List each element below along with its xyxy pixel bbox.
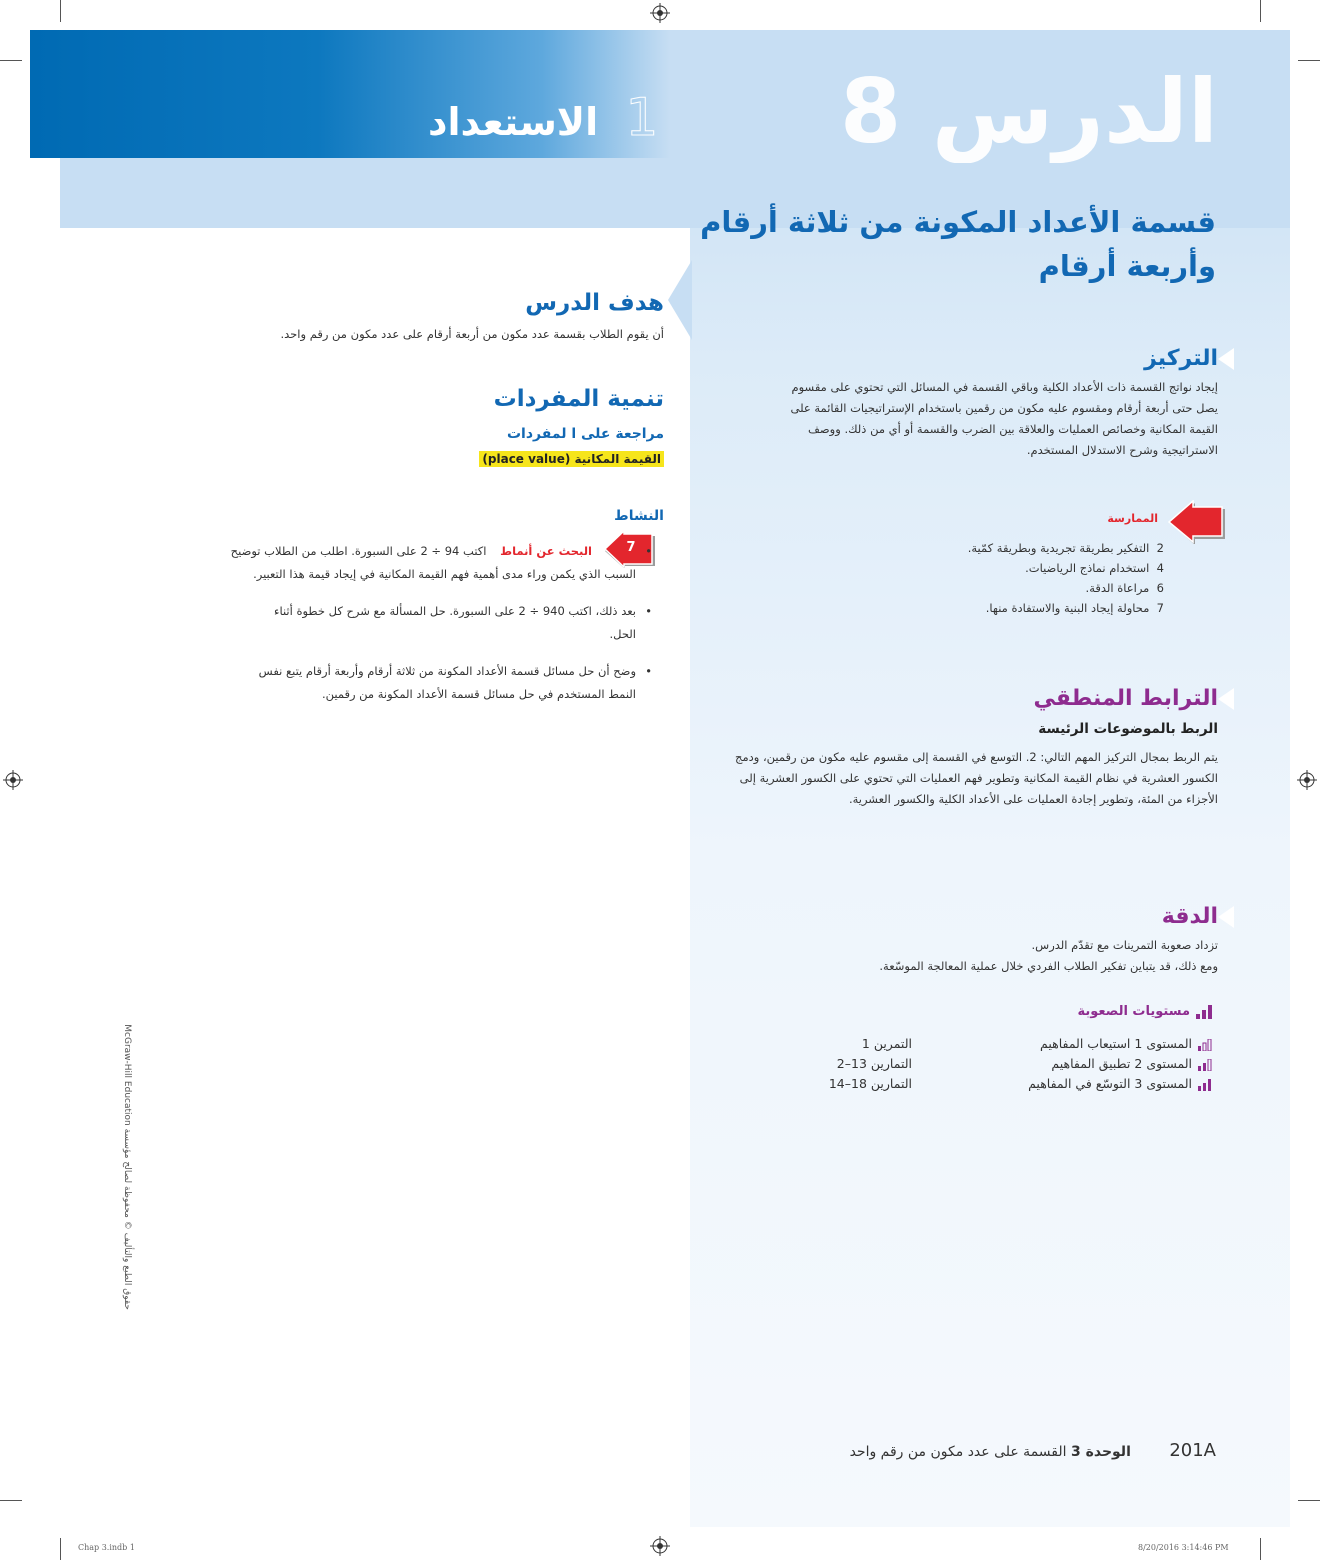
practice-text: التفكير بطريقة تجريدية وبطريقة كمّية. [967,541,1150,555]
level-row [1051,1056,1214,1071]
page-number: 201A [1169,1440,1216,1461]
prep-title [428,88,658,148]
lesson-title: الدرس 8 [840,60,1218,163]
coherence-subheading: الربط بالموضوعات الرئيسة [1038,721,1218,737]
crop-mark [1298,1500,1320,1501]
coherence-heading-text: الترابط المنطقي [1033,686,1218,711]
lesson-subtitle [696,200,1216,288]
levels-heading-text: مستويات الصعوبة [1077,1004,1190,1019]
focus-line: يصل حتى أربعة أرقام ومقسوم عليه مكون من رقمين باستخدام الإستراتيجيات القائمة على [790,401,1218,415]
activity-bullet-3 [182,660,652,706]
practice-item [764,598,1164,618]
registration-mark-icon [650,3,670,23]
triangle-marker-icon [1218,906,1234,928]
bullet-1-line-2: السبب الذي يكمن وراء مدى أهمية فهم القيمة المكانية في إيجاد قيمة هذا التعبير. [253,567,636,581]
level-exercises: التمارين 18–14 [828,1076,912,1091]
level-1-icon [1198,1039,1214,1051]
coherence-heading [702,686,1242,711]
lesson-goal-heading: هدف الدرس [525,290,664,316]
level-exercises: التمرين 1 [861,1036,912,1051]
practice-item [764,538,1164,558]
red-arrow-icon [1168,500,1226,544]
crop-mark [1260,1538,1261,1560]
bullet-2-line-2: الحل. [609,627,636,641]
date-slug: 8/20/2016 3:14:46 PM [1138,1543,1229,1552]
vocab-term: القيمة المكانية (place value) [479,451,664,467]
registration-mark-icon [3,770,23,790]
search-patterns-label: البحث عن أنماط [500,544,592,558]
registration-mark-icon [1297,770,1317,790]
registration-mark-icon [650,1536,670,1556]
lesson-goal-text: أن يقوم الطلاب بقسمة عدد مكون من أربعة أرقام على عدد مكون من رقم واحد. [280,327,664,341]
triangle-marker-icon [1218,688,1234,710]
bullet-3-line-1: وضح أن حل مسائل قسمة الأعداد المكونة من ثلاثة أرقام وأربعة أرقام يتبع نفس [258,664,636,678]
bullet-2-line-1: بعد ذلك، اكتب 940 ÷ 2 على السبورة. حل المسألة مع شرح كل خطوة أثناء [274,604,636,618]
rigor-section [722,904,1242,977]
coherence-text [702,747,1218,810]
level-row [1040,1036,1214,1051]
focus-heading [722,346,1242,371]
crop-mark [60,0,61,22]
rigor-line: تزداد صعوبة التمرينات مع تقدّم الدرس. [1031,938,1218,952]
practice-item [764,558,1164,578]
activity-bullets [182,540,652,720]
prep-label: الاستعداد [428,100,599,144]
crop-mark [60,1538,61,1560]
activity-bullet-1 [182,540,652,586]
coherence-line: الأجزاء من المئة، وتطوير إجادة العمليات على الأعداد الكلية والكسور العشرية. [848,792,1218,806]
level-label: المستوى 1 استيعاب المفاهيم [1040,1036,1192,1051]
focus-line: الاستراتيجية وشرح الاستدلال المستخدم. [1026,443,1218,457]
crop-mark [1260,0,1261,22]
practice-num: 6 [1156,581,1164,595]
lesson-goal-section [164,290,664,345]
practice-num: 2 [1156,541,1164,555]
level-row [1028,1076,1214,1091]
practice-num: 4 [1156,561,1164,575]
practice-item [764,578,1164,598]
difficulty-levels-heading [1078,1004,1215,1019]
practice-list [764,538,1164,618]
focus-line: إيجاد نواتج القسمة ذات الأعداد الكلية وباقي القسمة في المسائل التي تحتوي على مقسوم [791,380,1218,394]
activity-bullet-2 [182,600,652,646]
activity-section [164,508,664,524]
difficulty-bars-icon [1196,1005,1214,1019]
coherence-section [702,686,1242,810]
level-2-icon [1198,1059,1214,1071]
level-label: المستوى 2 تطبيق المفاهيم [1051,1056,1192,1071]
coherence-line: يتم الربط بمجال التركيز المهم التالي: 2. التوسع في القسمة إلى مقسوم عليه مكون من رقمين، ودمج [735,750,1218,764]
bullet-1-line-1: اكتب 94 ÷ 2 على السبورة. اطلب من الطلاب توضيح [230,544,487,558]
rigor-heading [722,904,1242,929]
crop-mark [0,1500,22,1501]
crop-mark [0,60,22,61]
rigor-heading-text: الدقة [1161,904,1218,929]
footer-title: القسمة على عدد مكون من رقم واحد [849,1444,1067,1460]
focus-line: القيمة المكانية وخصائص العمليات والعلاقة بين الضرب والقسمة أو أي من ذلك. ووصف [808,422,1218,436]
focus-section [722,346,1242,461]
vocab-heading: تنمية المفردات [493,386,664,412]
rigor-line: ومع ذلك، قد يتباين تفكير الطلاب الفردي خلال عملية المعالجة الموسّعة. [879,959,1218,973]
subtitle-line-1: قسمة الأعداد المكونة من ثلاثة أرقام [700,205,1216,239]
level-3-icon [1198,1079,1214,1091]
page-footer [850,1440,1216,1461]
level-label: المستوى 3 التوسّع في المفاهيم [1028,1076,1192,1091]
level-exercises: التمارين 13–2 [836,1056,912,1071]
vocab-subheading: مراجعة على ا لمفردات [506,426,664,442]
coherence-line: الكسور العشرية في نظام القيمة المكانية وتطوير فهم العمليات التي تحتوي على الكسور العشرية إلى [739,771,1218,785]
focus-heading-text: التركيز [1144,346,1218,371]
practice-text: استخدام نماذج الرياضيات. [1025,561,1150,575]
footer-unit: الوحدة 3 [1070,1444,1131,1460]
focus-text [722,377,1218,461]
practice-badge-number: 7 [626,540,636,555]
file-slug: Chap 3.indb 1 [78,1543,135,1552]
practice-text: مراعاة الدقة. [1085,581,1150,595]
crop-mark [1298,60,1320,61]
subtitle-line-2: وأربعة أرقام [1038,249,1216,283]
practice-label: الممارسة [1107,512,1158,525]
prep-number: 1 [625,88,659,148]
practice-text: محاولة إيجاد البنية والاستفادة منها. [985,601,1150,615]
bullet-3-line-2: النمط المستخدم في حل مسائل قسمة الأعداد المكونة من رقمين. [321,687,636,701]
triangle-marker-icon [1218,348,1234,370]
activity-heading: النشاط [614,508,664,524]
practice-num: 7 [1156,601,1164,615]
rigor-text [722,935,1218,977]
vocab-section [164,386,664,467]
panel-notch [668,260,692,340]
copyright-credit: حقوق الطبع والتأليف © محفوظة لصالح مؤسسة McGraw-Hill Education [122,1024,132,1310]
